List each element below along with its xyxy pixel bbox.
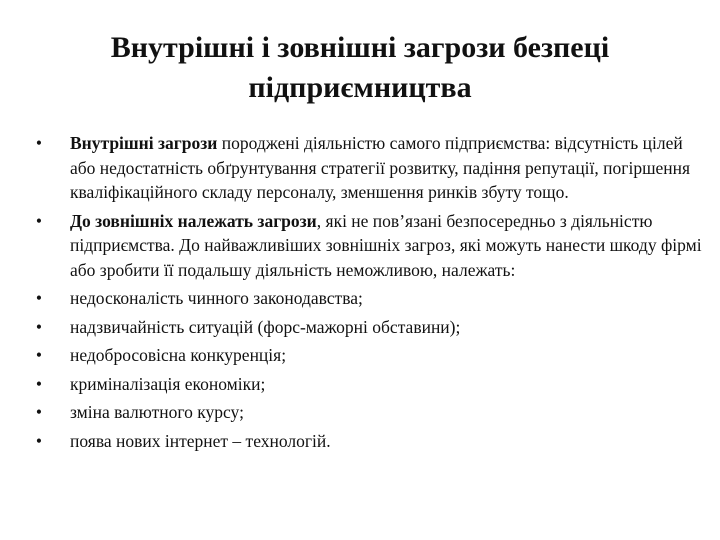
- list-item: [32, 315, 704, 340]
- item-text: недобросовісна конкуренція;: [70, 345, 287, 365]
- bullet-list: [32, 131, 704, 457]
- bullet-icon: •: [35, 210, 43, 231]
- item-text: зміна валютного курсу;: [70, 402, 244, 422]
- bullet-icon: •: [35, 133, 43, 153]
- item-text: надзвичайність ситуацій (форс-мажорні обставини);: [70, 316, 461, 337]
- bullet-icon: •: [35, 345, 43, 365]
- item-bold-text: До зовнішніх належать загрози: [70, 210, 317, 231]
- item-text: породжені діяльністю самого підприємства: відсутність цілей або недостатність обґрунтування стратегії розвитку, падіння репутації, погіршення кваліфікаційного складу персоналу, зменшення ринків збуту тощо.: [70, 133, 691, 202]
- list-item: [32, 400, 704, 425]
- list-item-external-threats: [32, 209, 704, 283]
- bullet-icon: •: [35, 402, 43, 422]
- bullet-icon: •: [35, 373, 43, 394]
- list-item: [32, 343, 704, 368]
- bullet-icon: •: [35, 288, 43, 308]
- list-item: [32, 429, 704, 454]
- slide-title: [60, 28, 660, 108]
- item-text: криміналізація економіки;: [70, 373, 266, 394]
- item-text: , які не пов’язані безпосередньо з діяльністю підприємства. До найважливіших зовнішніх загроз, які можуть нанести шкоду фірмі або зробити її подальшу діяльність неможливою, належать:: [70, 210, 702, 280]
- item-bold-text: Внутрішні загрози: [70, 133, 218, 153]
- list-item: [32, 372, 704, 397]
- slide-title-line-1: Внутрішні і зовнішні загрози безпеці: [110, 31, 610, 64]
- bullet-icon: •: [35, 430, 43, 451]
- item-text: поява нових інтернет – технологій.: [70, 430, 331, 451]
- bullet-icon: •: [35, 316, 43, 337]
- item-text: недосконалість чинного законодавства;: [70, 288, 363, 308]
- slide-title-line-2: підприємництва: [248, 71, 472, 104]
- list-item: [32, 286, 704, 311]
- list-item-internal-threats: [32, 131, 704, 205]
